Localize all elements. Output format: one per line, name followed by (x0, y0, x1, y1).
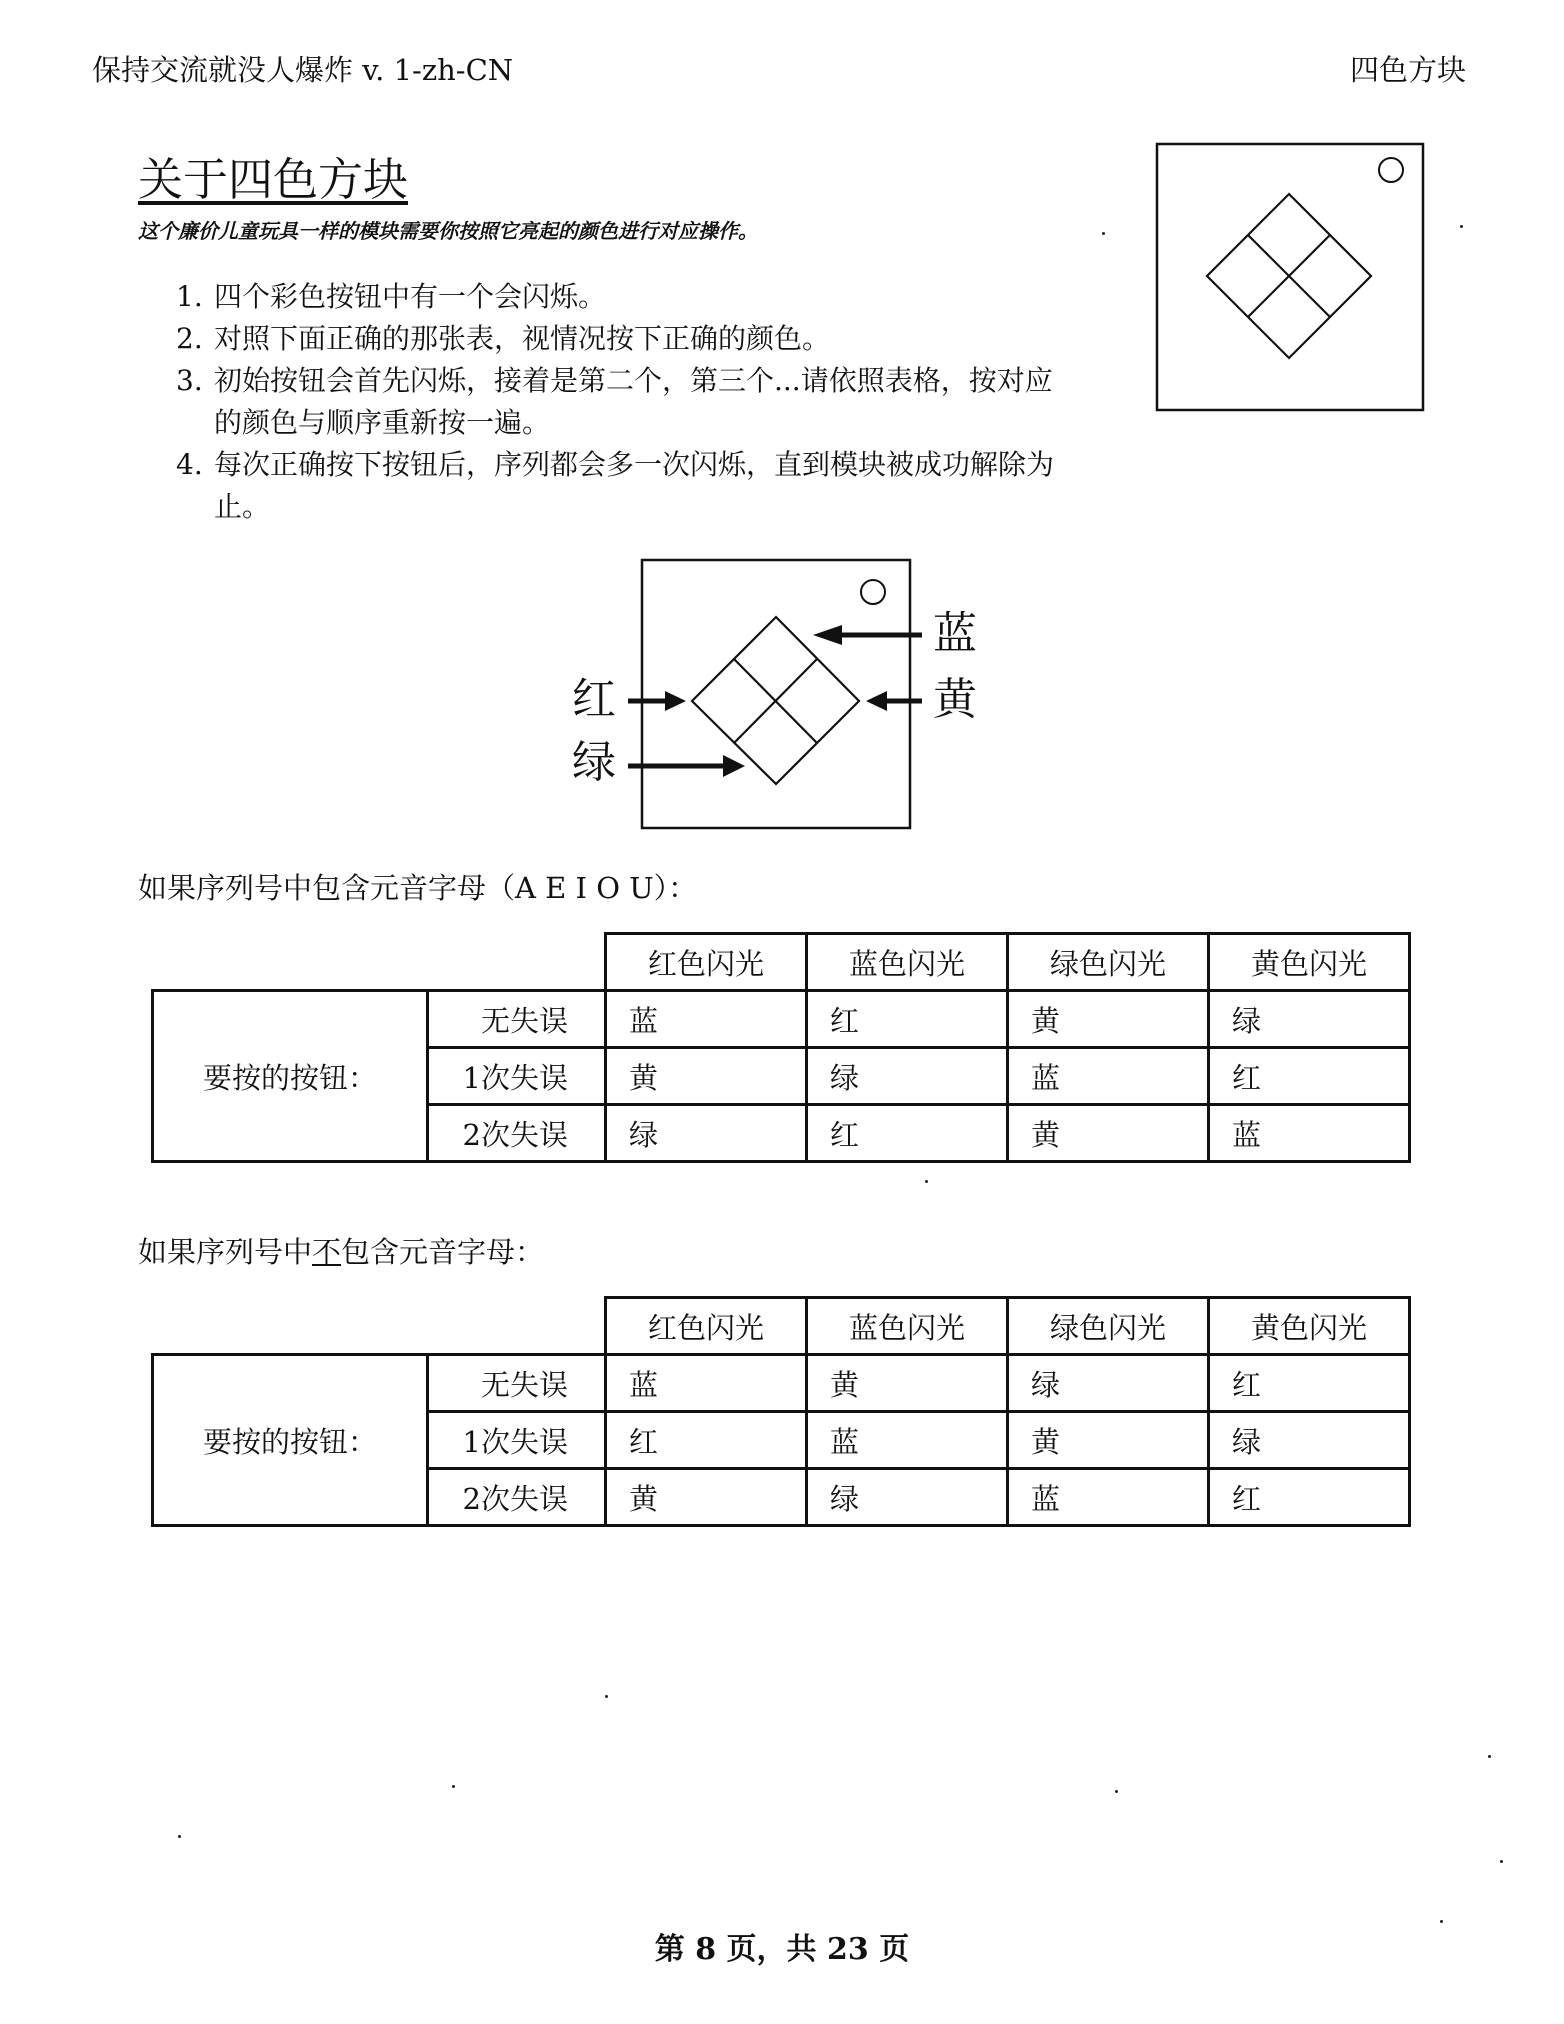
column-header: 蓝色闪光 (807, 1298, 1008, 1355)
table-cell: 蓝 (606, 991, 807, 1048)
table-row (153, 991, 1410, 1048)
header-manual-title: 保持交流就没人爆炸 v. 1-zh-CN (92, 53, 514, 87)
scan-speck (1488, 1755, 1491, 1758)
scan-speck (178, 1835, 181, 1838)
scan-speck (452, 1785, 455, 1788)
module-illustration (1155, 142, 1425, 412)
label-blue: 蓝 (933, 608, 977, 659)
color-diagram (560, 555, 1000, 840)
table-cell: 黄 (1008, 991, 1209, 1048)
page-number: 第 8 页，共 23 页 (654, 1932, 910, 1967)
column-header: 黄色闪光 (1209, 934, 1410, 991)
no-vowel-table (151, 1296, 1411, 1527)
table-cell: 红 (807, 1105, 1008, 1162)
vowel-table (151, 932, 1411, 1163)
emphasis-not: 不 (312, 1235, 342, 1269)
mistake-count: 2次失误 (428, 1105, 606, 1162)
column-header: 绿色闪光 (1008, 934, 1209, 991)
table-cell: 红 (1209, 1469, 1410, 1526)
mistake-count: 无失误 (428, 1355, 606, 1412)
table-cell: 绿 (606, 1105, 807, 1162)
instruction-item: 4. 每次正确按下按钮后，序列都会多一次闪烁，直到模块被成功解除为止。 (176, 448, 1055, 523)
instruction-list (176, 276, 1116, 528)
table-cell: 绿 (1008, 1355, 1209, 1412)
scan-speck (605, 1695, 608, 1698)
table-cell: 蓝 (606, 1355, 807, 1412)
column-header: 蓝色闪光 (807, 934, 1008, 991)
button-diamond (1207, 194, 1371, 358)
table-row (153, 1355, 1410, 1412)
table-cell: 黄 (606, 1469, 807, 1526)
column-header: 黄色闪光 (1209, 1298, 1410, 1355)
table-cell: 蓝 (807, 1412, 1008, 1469)
no-vowel-condition-label: 如果序列号中不包含元音字母： (138, 1235, 545, 1269)
table-cell: 红 (807, 991, 1008, 1048)
row-group-label: 要按的按钮： (153, 1355, 428, 1526)
table-cell: 蓝 (1008, 1469, 1209, 1526)
diagram-frame (642, 560, 910, 828)
mistake-count: 2次失误 (428, 1469, 606, 1526)
module-description: 这个廉价儿童玩具一样的模块需要你按照它亮起的颜色进行对应操作。 (138, 219, 758, 243)
table-cell: 绿 (807, 1048, 1008, 1105)
scan-speck (1115, 1790, 1118, 1793)
scan-speck (1500, 1860, 1503, 1863)
label-red: 红 (572, 674, 616, 725)
scan-speck (925, 1180, 928, 1183)
instruction-item: 3. 初始按钮会首先闪烁，接着是第二个，第三个...请依照表格，按对应的颜色与顺序重新按一遍。 (176, 364, 1053, 439)
scan-speck (1460, 225, 1463, 228)
table-header-row (153, 934, 1410, 991)
mistake-count: 1次失误 (428, 1412, 606, 1469)
table-cell: 蓝 (1008, 1048, 1209, 1105)
label-green: 绿 (572, 737, 616, 788)
table-cell: 黄 (1008, 1105, 1209, 1162)
table-cell: 蓝 (1209, 1105, 1410, 1162)
scan-speck (1440, 1920, 1443, 1923)
instruction-item: 1. 四个彩色按钮中有一个会闪烁。 (176, 280, 607, 313)
vowel-condition-label: 如果序列号中包含元音字母（A E I O U）： (138, 871, 698, 905)
mistake-count: 1次失误 (428, 1048, 606, 1105)
column-header: 红色闪光 (606, 1298, 807, 1355)
header-module-name: 四色方块 (1349, 53, 1466, 87)
table-cell: 黄 (606, 1048, 807, 1105)
table-header-row (153, 1298, 1410, 1355)
mistake-count: 无失误 (428, 991, 606, 1048)
status-light-icon (861, 580, 885, 604)
table-cell: 红 (606, 1412, 807, 1469)
table-cell: 黄 (807, 1355, 1008, 1412)
table-cell: 红 (1209, 1048, 1410, 1105)
page-title: 关于四色方块 (138, 153, 409, 206)
status-light-icon (1379, 158, 1403, 182)
label-yellow: 黄 (933, 674, 977, 725)
instruction-item: 2. 对照下面正确的那张表，视情况按下正确的颜色。 (176, 322, 831, 355)
column-header: 绿色闪光 (1008, 1298, 1209, 1355)
table-cell: 绿 (1209, 1412, 1410, 1469)
row-group-label: 要按的按钮： (153, 991, 428, 1162)
table-cell: 黄 (1008, 1412, 1209, 1469)
scan-speck (1102, 232, 1105, 235)
column-header: 红色闪光 (606, 934, 807, 991)
table-cell: 绿 (1209, 991, 1410, 1048)
table-cell: 红 (1209, 1355, 1410, 1412)
table-cell: 绿 (807, 1469, 1008, 1526)
